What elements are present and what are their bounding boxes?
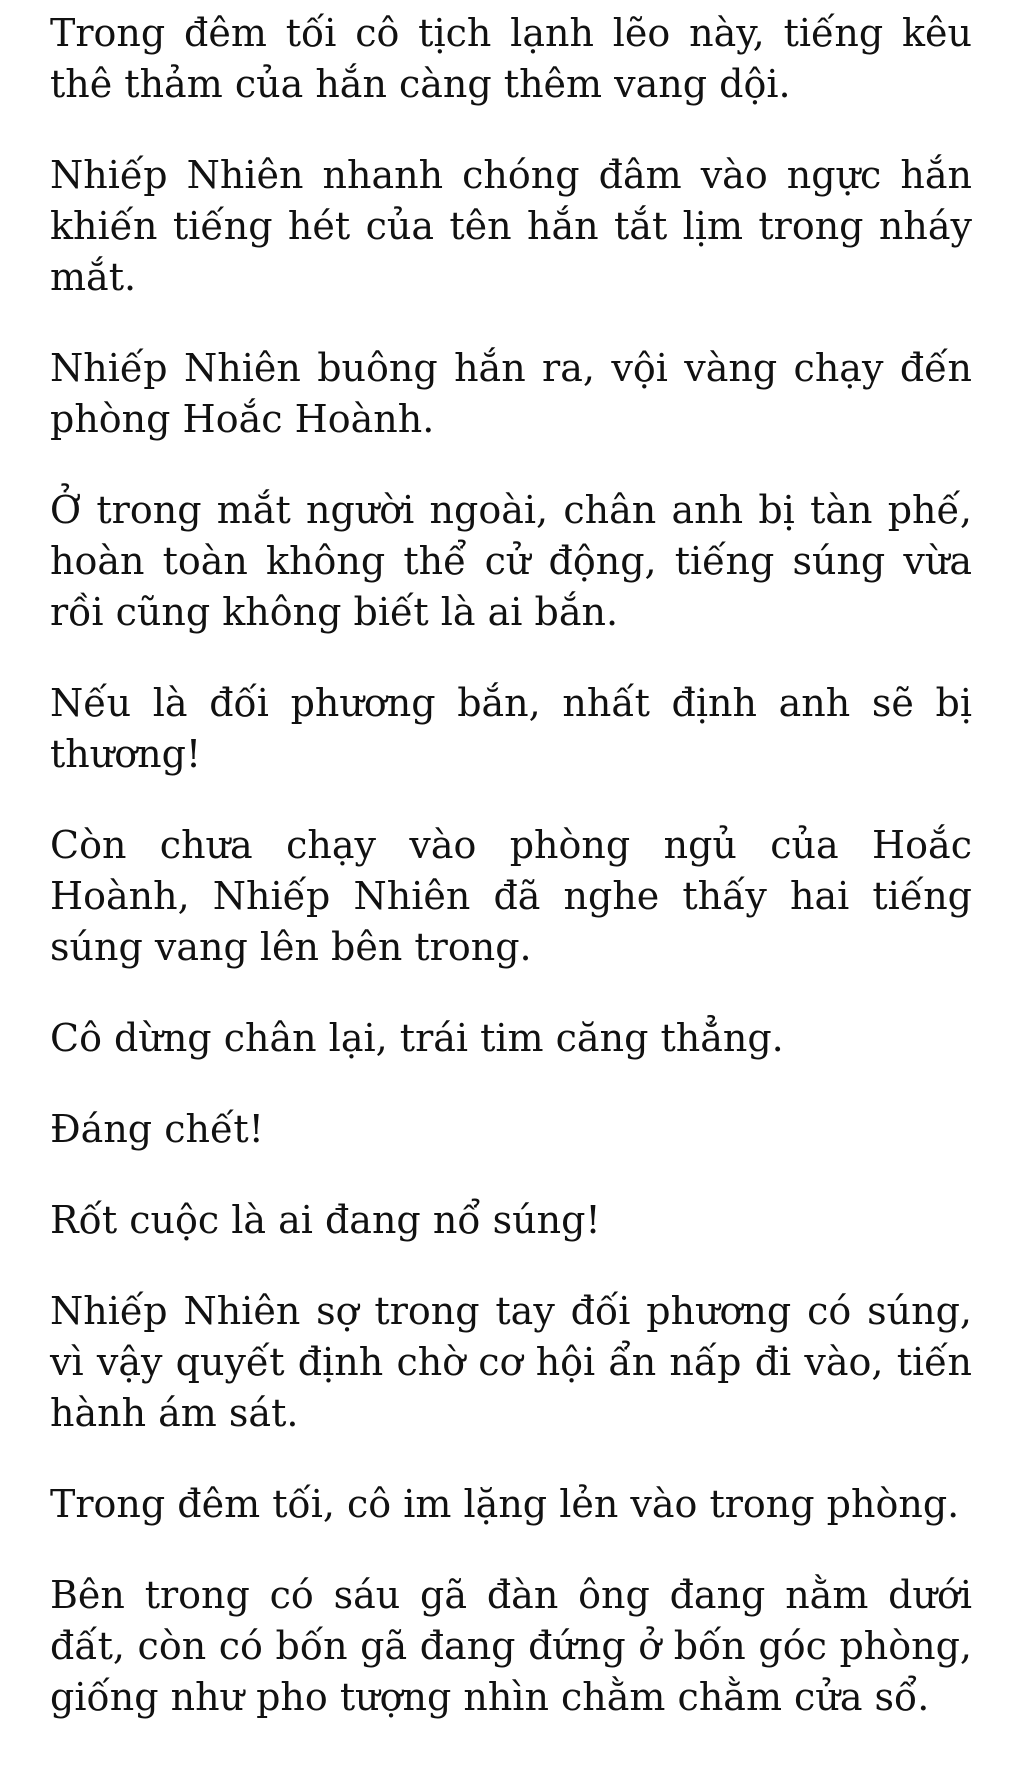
paragraph-6: Còn chưa chạy vào phòng ngủ của Hoắc Hoành, Nhiếp Nhiên đã nghe thấy hai tiếng súng vang lên bên trong.	[50, 823, 972, 969]
paragraph-1: Trong đêm tối cô tịch lạnh lẽo này, tiếng kêu thê thảm của hắn càng thêm vang dội.	[50, 11, 972, 106]
paragraph-12: Bên trong có sáu gã đàn ông đang nằm dưới đất, còn có bốn gã đang đứng ở bốn góc phòng, giống như pho tượng nhìn chằm chằm cửa sổ.	[50, 1573, 972, 1719]
paragraph-3: Nhiếp Nhiên buông hắn ra, vội vàng chạy đến phòng Hoắc Hoành.	[50, 346, 972, 441]
paragraph-11: Trong đêm tối, cô im lặng lẻn vào trong phòng.	[50, 1482, 960, 1526]
paragraph-7: Cô dừng chân lại, trái tim căng thẳng.	[50, 1016, 784, 1060]
paragraph-9: Rốt cuộc là ai đang nổ súng!	[50, 1198, 601, 1242]
paragraph-8: Đáng chết!	[50, 1107, 264, 1151]
paragraph-5: Nếu là đối phương bắn, nhất định anh sẽ bị thương!	[50, 681, 972, 776]
paragraph-4: Ở trong mắt người ngoài, chân anh bị tàn phế, hoàn toàn không thể cử động, tiếng súng vừa rồi cũng không biết là ai bắn.	[50, 488, 972, 634]
story-text	[50, 8, 972, 1723]
paragraph-2: Nhiếp Nhiên nhanh chóng đâm vào ngực hắn khiến tiếng hét của tên hắn tắt lịm trong nháy mắt.	[50, 153, 972, 299]
paragraph-10: Nhiếp Nhiên sợ trong tay đối phương có súng, vì vậy quyết định chờ cơ hội ẩn nấp đi vào, tiến hành ám sát.	[50, 1289, 972, 1435]
